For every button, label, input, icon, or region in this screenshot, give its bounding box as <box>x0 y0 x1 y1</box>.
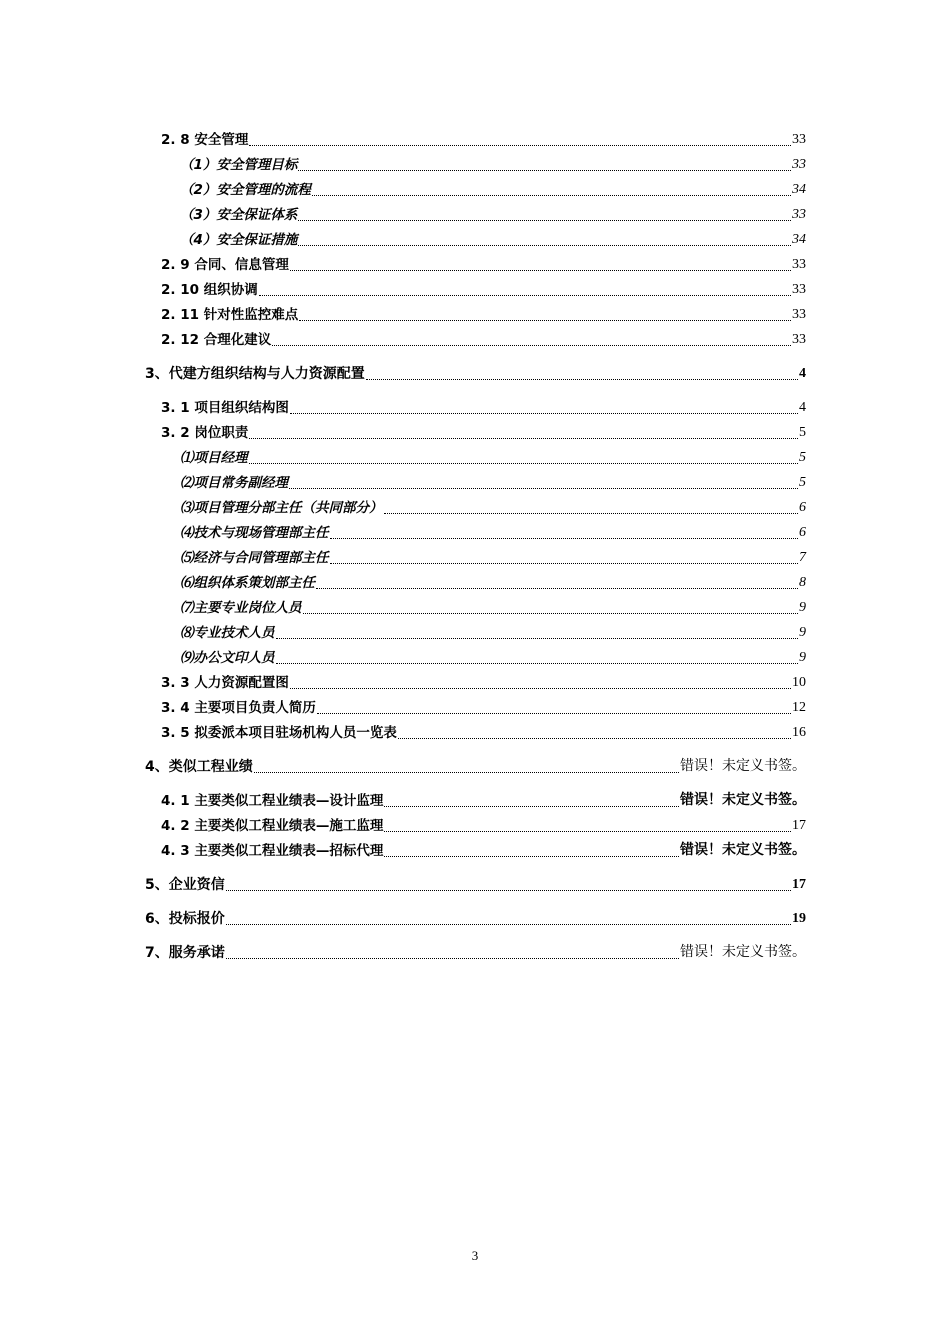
toc-page-number: 19 <box>792 911 806 926</box>
toc-entry-label: ⑼办公文印人员 <box>180 650 275 666</box>
toc-entry-label: 6、投标报价 <box>145 911 225 927</box>
toc-page-number: 4 <box>799 400 806 415</box>
toc-entry-label: ⑺主要专业岗位人员 <box>180 600 302 616</box>
toc-page-number: 33 <box>792 207 806 222</box>
toc-page-number: 33 <box>792 257 806 272</box>
toc-leader-dots <box>384 513 799 514</box>
toc-error-text: 错误！未定义书签。 <box>680 759 806 774</box>
toc-error-text: 错误！未定义书签。 <box>680 843 806 858</box>
toc-leader-dots <box>226 958 679 959</box>
toc-error-text: 错误！未定义书签。 <box>680 793 806 808</box>
toc-leader-dots <box>330 563 799 564</box>
toc-page-number: 9 <box>799 625 806 640</box>
toc-entry-2-8-4[interactable] <box>0 225 950 250</box>
toc-entry-7[interactable] <box>0 938 950 963</box>
toc-leader-dots <box>312 195 791 196</box>
toc-leader-dots <box>259 295 791 296</box>
toc-page-number: 33 <box>792 282 806 297</box>
toc-entry-label: 3. 5 拟委派本项目驻场机构人员一览表 <box>161 725 397 741</box>
toc-page-number: 4 <box>799 366 806 381</box>
toc-entry-4-2[interactable] <box>0 811 950 836</box>
toc-entry-3-2-2[interactable] <box>0 468 950 493</box>
toc-page-number: 7 <box>799 550 806 565</box>
toc-page-number: 6 <box>799 525 806 540</box>
toc-leader-dots <box>303 613 799 614</box>
toc-entry-label: （4）安全保证措施 <box>180 232 298 248</box>
toc-leader-dots <box>272 345 791 346</box>
toc-entry-3-2-5[interactable] <box>0 543 950 568</box>
toc-entry-3-4[interactable] <box>0 693 950 718</box>
toc-leader-dots <box>276 663 799 664</box>
toc-entry-label: 2. 10 组织协调 <box>161 282 258 298</box>
toc-entry-4-1[interactable] <box>0 786 950 811</box>
toc-entry-label: （1）安全管理目标 <box>180 157 298 173</box>
toc-entry-3-2-7[interactable] <box>0 593 950 618</box>
table-of-contents <box>0 125 950 963</box>
toc-entry-2-11[interactable] <box>0 300 950 325</box>
toc-leader-dots <box>330 538 799 539</box>
toc-page-number: 16 <box>792 725 806 740</box>
toc-leader-dots <box>299 320 791 321</box>
toc-leader-dots <box>290 688 791 689</box>
toc-entry-label: 4. 3 主要类似工程业绩表—招标代理 <box>161 843 384 859</box>
toc-entry-3-3[interactable] <box>0 668 950 693</box>
toc-leader-dots <box>298 220 791 221</box>
toc-leader-dots <box>317 713 791 714</box>
toc-entry-label: ⑴项目经理 <box>180 450 248 466</box>
toc-entry-3-5[interactable] <box>0 718 950 743</box>
toc-entry-3-2-8[interactable] <box>0 618 950 643</box>
toc-entry-label: 3、代建方组织结构与人力资源配置 <box>145 366 365 382</box>
toc-entry-label: 2. 8 安全管理 <box>161 132 249 148</box>
toc-leader-dots <box>384 831 791 832</box>
toc-entry-5[interactable] <box>0 870 950 895</box>
toc-entry-4-3[interactable] <box>0 836 950 861</box>
toc-entry-label: 4、类似工程业绩 <box>145 759 253 775</box>
toc-entry-3-2-4[interactable] <box>0 518 950 543</box>
toc-entry-2-8-2[interactable] <box>0 175 950 200</box>
toc-entry-label: 4. 2 主要类似工程业绩表—施工监理 <box>161 818 384 834</box>
toc-entry-3-2[interactable] <box>0 418 950 443</box>
toc-entry-label: 3. 2 岗位职责 <box>161 425 249 441</box>
toc-leader-dots <box>316 588 798 589</box>
toc-leader-dots <box>298 170 791 171</box>
toc-entry-2-8-3[interactable] <box>0 200 950 225</box>
toc-entry-label: 3. 1 项目组织结构图 <box>161 400 289 416</box>
toc-page-number: 33 <box>792 157 806 172</box>
toc-leader-dots <box>226 924 791 925</box>
toc-leader-dots <box>366 379 798 380</box>
toc-page-number: 9 <box>799 650 806 665</box>
toc-entry-2-8[interactable] <box>0 125 950 150</box>
toc-entry-6[interactable] <box>0 904 950 929</box>
toc-page-number: 17 <box>792 877 806 892</box>
toc-page-number: 34 <box>792 232 806 247</box>
toc-leader-dots <box>254 772 679 773</box>
toc-page-number: 8 <box>799 575 806 590</box>
toc-entry-2-12[interactable] <box>0 325 950 350</box>
toc-error-text: 错误！未定义书签。 <box>680 945 806 960</box>
toc-entry-label: ⑷技术与现场管理部主任 <box>180 525 329 541</box>
toc-entry-2-10[interactable] <box>0 275 950 300</box>
toc-entry-label: ⑸经济与合同管理部主任 <box>180 550 329 566</box>
toc-entry-label: 2. 9 合同、信息管理 <box>161 257 289 273</box>
toc-entry-3[interactable] <box>0 359 950 384</box>
toc-entry-4[interactable] <box>0 752 950 777</box>
toc-entry-label: 2. 12 合理化建议 <box>161 332 272 348</box>
page-number-footer: 3 <box>471 1248 479 1263</box>
toc-entry-label: 3. 3 人力资源配置图 <box>161 675 289 691</box>
toc-leader-dots <box>249 438 798 439</box>
toc-page-number: 6 <box>799 500 806 515</box>
toc-entry-2-8-1[interactable] <box>0 150 950 175</box>
toc-page-number: 5 <box>799 425 806 440</box>
toc-entry-label: 5、企业资信 <box>145 877 225 893</box>
toc-page-number: 12 <box>792 700 806 715</box>
toc-page-number: 33 <box>792 332 806 347</box>
toc-leader-dots <box>249 145 791 146</box>
toc-entry-label: 2. 11 针对性监控难点 <box>161 307 299 323</box>
toc-leader-dots <box>289 488 798 489</box>
toc-entry-label: （2）安全管理的流程 <box>180 182 311 198</box>
toc-entry-label: ⑻专业技术人员 <box>180 625 275 641</box>
toc-page-number: 5 <box>799 475 806 490</box>
toc-page-number: 10 <box>792 675 806 690</box>
toc-entry-3-2-3[interactable] <box>0 493 950 518</box>
toc-leader-dots <box>249 463 799 464</box>
toc-page-number: 5 <box>799 450 806 465</box>
toc-leader-dots <box>276 638 799 639</box>
toc-page-number: 34 <box>792 182 806 197</box>
toc-entry-3-1[interactable] <box>0 393 950 418</box>
toc-page-number: 9 <box>799 600 806 615</box>
toc-entry-label: 3. 4 主要项目负责人简历 <box>161 700 316 716</box>
toc-leader-dots <box>384 856 679 857</box>
toc-leader-dots <box>298 245 791 246</box>
toc-entry-label: 7、服务承诺 <box>145 945 225 961</box>
toc-entry-3-2-9[interactable] <box>0 643 950 668</box>
toc-entry-label: ⑹组织体系策划部主任 <box>180 575 315 591</box>
toc-page-number: 17 <box>792 818 806 833</box>
toc-entry-label: ⑶项目管理分部主任（共同部分） <box>180 500 383 516</box>
toc-entry-label: 4. 1 主要类似工程业绩表—设计监理 <box>161 793 384 809</box>
toc-entry-label: （3）安全保证体系 <box>180 207 298 223</box>
toc-leader-dots <box>290 270 791 271</box>
toc-page-number: 33 <box>792 132 806 147</box>
toc-entry-3-2-1[interactable] <box>0 443 950 468</box>
toc-entry-2-9[interactable] <box>0 250 950 275</box>
toc-leader-dots <box>384 806 679 807</box>
toc-page-number: 33 <box>792 307 806 322</box>
toc-entry-label: ⑵项目常务副经理 <box>180 475 288 491</box>
toc-entry-3-2-6[interactable] <box>0 568 950 593</box>
toc-leader-dots <box>290 413 798 414</box>
toc-leader-dots <box>226 890 791 891</box>
toc-leader-dots <box>398 738 791 739</box>
